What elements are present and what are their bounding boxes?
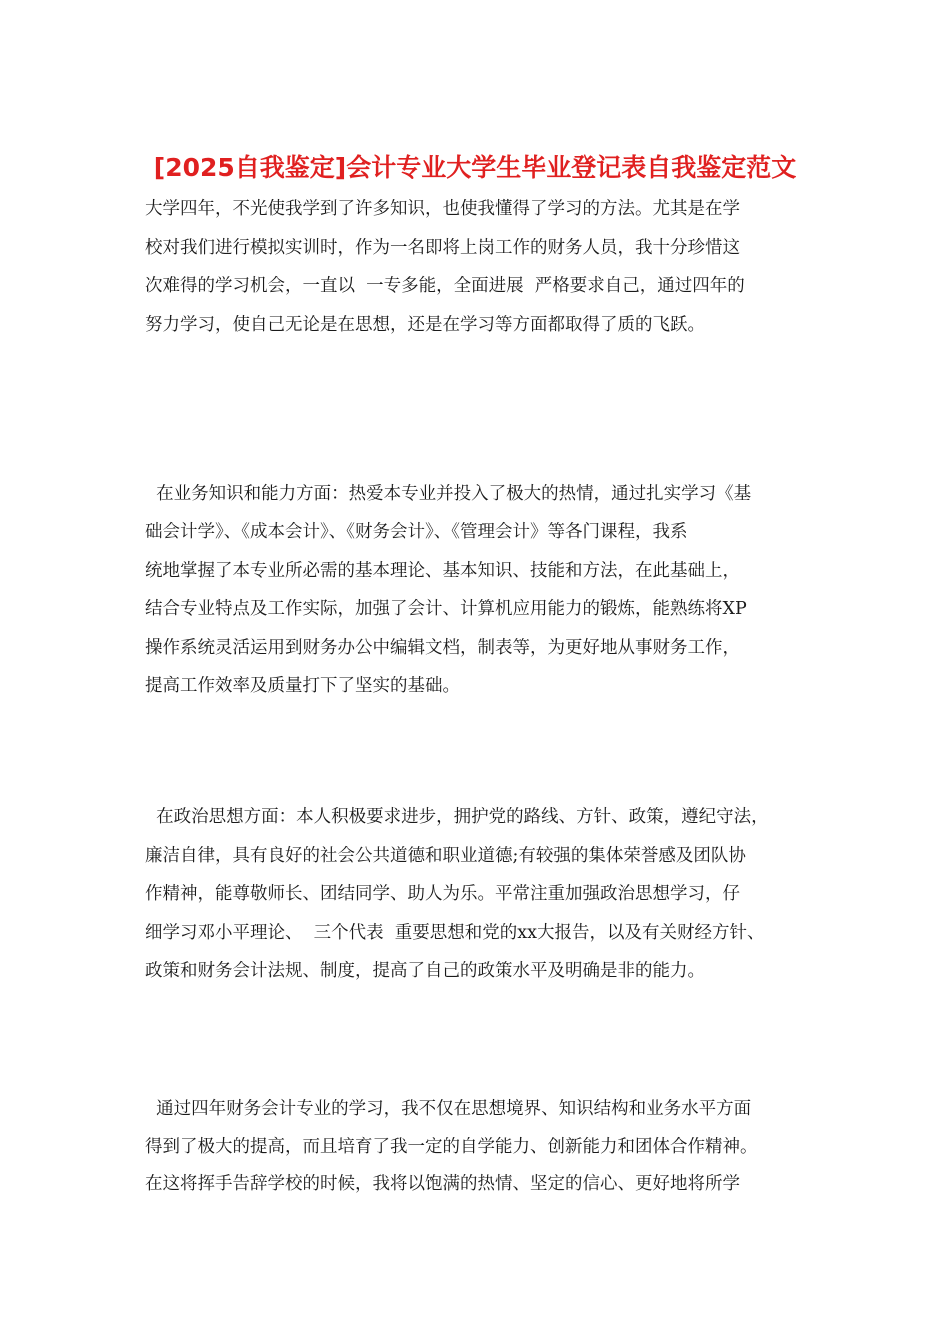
paragraph-line: 校对我们进行模拟实训时，作为一名即将上岗工作的财务人员，我十分珍惜这	[145, 238, 740, 258]
paragraph-line: 作精神，能尊敬师长、团结同学、助人为乐。平常注重加强政治思想学习，仔	[145, 884, 740, 904]
paragraph-line: 大学四年，不光使我学到了许多知识，也使我懂得了学习的方法。尤其是在学	[145, 199, 740, 219]
paragraph-line: 操作系统灵活运用到财务办公中编辑文档，制表等，为更好地从事财务工作，	[145, 638, 740, 658]
paragraph-line: 得到了极大的提高，而且培育了我一定的自学能力、创新能力和团体合作精神。	[145, 1137, 758, 1157]
paragraph-line: 提高工作效率及质量打下了坚实的基础。	[145, 676, 460, 696]
document-title: [2025自我鉴定]会计专业大学生毕业登记表自我鉴定范文	[153, 153, 797, 182]
paragraph-line: 结合专业特点及工作实际，加强了会计、计算机应用能力的锻炼，能熟练将XP	[145, 599, 747, 619]
paragraph-line: 努力学习，使自己无论是在思想，还是在学习等方面都取得了质的飞跃。	[145, 315, 705, 335]
paragraph-line: 廉洁自律，具有良好的社会公共道德和职业道德;有较强的集体荣誉感及团队协	[145, 846, 746, 866]
paragraph-line: 统地掌握了本专业所必需的基本理论、基本知识、技能和方法，在此基础上，	[145, 561, 740, 581]
paragraph-line: 在这将挥手告辞学校的时候，我将以饱满的热情、坚定的信心、更好地将所学	[145, 1174, 740, 1194]
paragraph-line: 础会计学》、《成本会计》、《财务会计》、《管理会计》等各门课程，我系	[145, 522, 688, 542]
paragraph-line: 在业务知识和能力方面：热爱本专业并投入了极大的热情，通过扎实学习《基	[145, 484, 752, 504]
paragraph-line: 次难得的学习机会，一直以 一专多能，全面进展 严格要求自己，通过四年的	[145, 276, 745, 296]
paragraph-line: 通过四年财务会计专业的学习，我不仅在思想境界、知识结构和业务水平方面	[145, 1099, 752, 1119]
paragraph-line: 政策和财务会计法规、制度，提高了自己的政策水平及明确是非的能力。	[145, 961, 705, 981]
paragraph-line: 在政治思想方面：本人积极要求进步，拥护党的路线、方针、政策，遵纪守法，	[145, 807, 769, 827]
paragraph-line: 细学习邓小平理论、 三个代表 重要思想和党的xx大报告，以及有关财经方针、	[145, 923, 765, 943]
